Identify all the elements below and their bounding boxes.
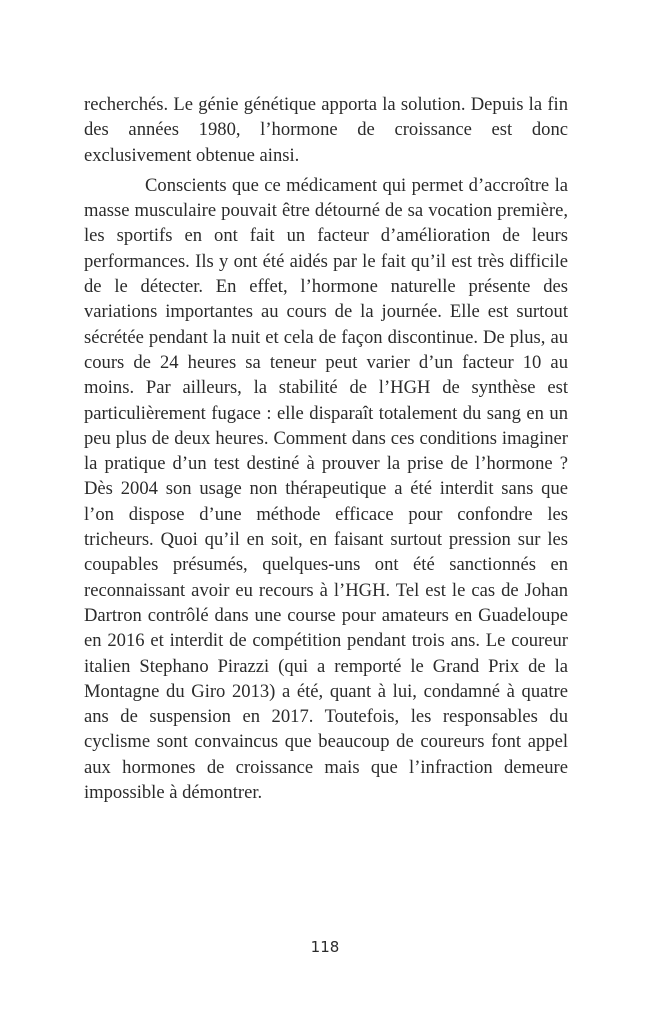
paragraph-1: recherchés. Le génie génétique apporta la solution. Depuis la fin des années 1980, l’hormone de croissance est donc exclusivement obtenue ainsi. xyxy=(84,94,568,166)
body-text xyxy=(84,92,568,805)
page-number: 118 xyxy=(310,938,340,956)
paragraph-2: Conscients que ce médicament qui permet d’accroître la masse musculaire pouvait être détourné de sa vocation première, les sportifs en ont fait un facteur d’amélioration de leurs performances. Ils y ont été aidés par le fait qu’il est très difficile de le détecter. En effet, l’hormone naturelle présente des variations importantes au cours de la journée. Elle est surtout sécrétée pendant la nuit et cela de façon discontinue. De plus, au cours de 24 heures sa teneur peut varier d’un facteur 10 au moins. Par ailleurs, la stabilité de l’HGH de synthèse est particulièrement fugace : elle disparaît totalement du sang en un peu plus de deux heures. Comment dans ces conditions imaginer la pratique d’un test destiné à prouver la prise de l’hormone ? Dès 2004 son usage non thérapeutique a été interdit sans que l’on dispose d’une méthode efficace pour confondre les tricheurs. Quoi qu’il en soit, en faisant surtout pression sur les coupables présumés, quelques-uns ont été sanctionnés en reconnaissant avoir eu recours à l’HGH. Tel est le cas de Johan Dartron contrôlé dans une course pour amateurs en Guadeloupe en 2016 et interdit de compétition pendant trois ans. Le coureur italien Stephano Pirazzi (qui a remporté le Grand Prix de la Montagne du Giro 2013) a été, quant à lui, condamné à quatre ans de suspension en 2017. Toutefois, les responsables du cyclisme sont convaincus que beaucoup de coureurs font appel aux hormones de croissance mais que l’infraction demeure impossible à démontrer. xyxy=(84,174,568,804)
